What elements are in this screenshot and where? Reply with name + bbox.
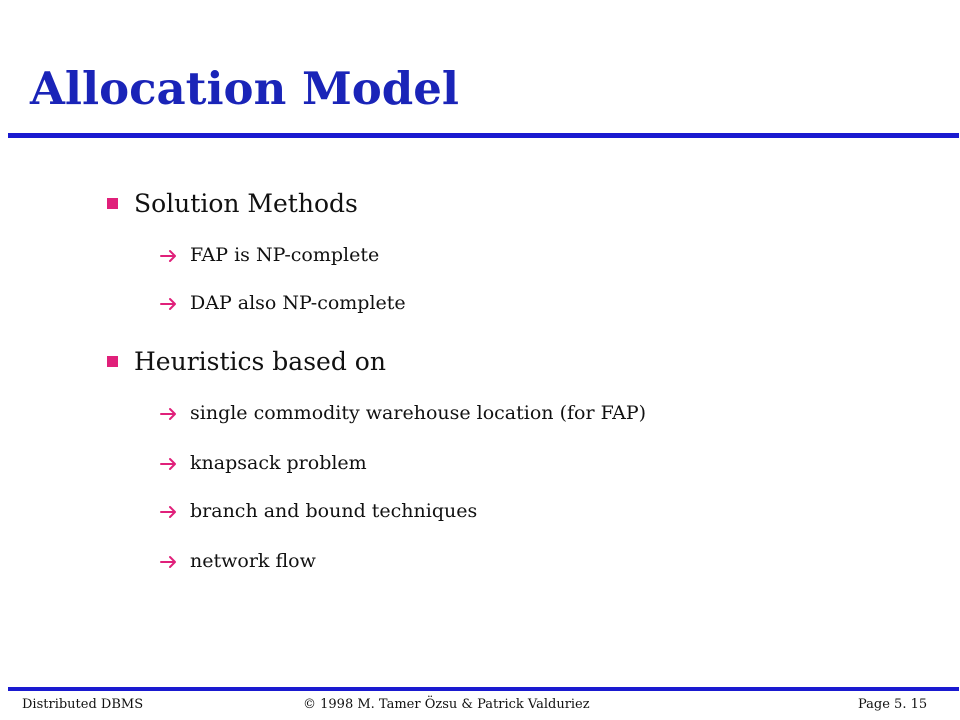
arrow-right-icon (160, 295, 178, 313)
footer-course: Distributed DBMS (22, 697, 144, 712)
title-divider (8, 133, 959, 138)
square-bullet-icon (107, 356, 118, 367)
list-item: FAP is NP-complete (190, 244, 380, 266)
section-heading: Solution Methods (134, 189, 358, 218)
list-item: network flow (190, 550, 316, 572)
arrow-right-icon (160, 553, 178, 571)
arrow-right-icon (160, 247, 178, 265)
footer-page-number: Page 5. 15 (858, 697, 928, 712)
list-item: branch and bound techniques (190, 500, 478, 522)
square-bullet-icon (107, 198, 118, 209)
arrow-right-icon (160, 405, 178, 423)
footer-divider (8, 687, 959, 691)
list-item: single commodity warehouse location (for FAP) (190, 402, 647, 424)
section-heading: Heuristics based on (134, 347, 386, 376)
arrow-right-icon (160, 455, 178, 473)
slide-title: Allocation Model (30, 62, 459, 115)
footer-copyright: © 1998 M. Tamer Özsu & Patrick Valduriez (303, 697, 590, 712)
list-item: knapsack problem (190, 452, 367, 474)
list-item: DAP also NP-complete (190, 292, 406, 314)
arrow-right-icon (160, 503, 178, 521)
